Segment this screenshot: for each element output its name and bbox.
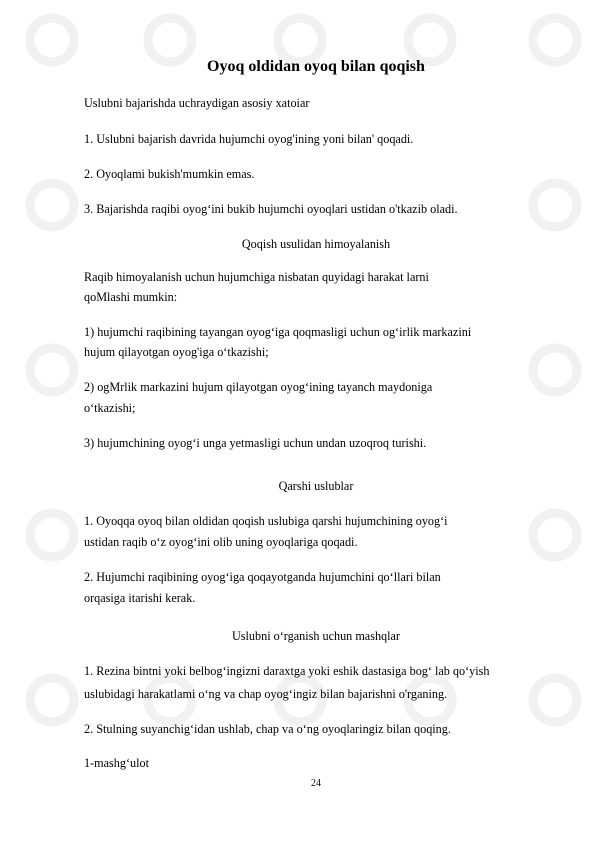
list-item: 2. Oyoqlami bukish'mumkin emas.	[84, 167, 255, 181]
list-item: 2) ogMrlik markazini hujum qilayotgan oyog‘ining tayanch maydoniga	[84, 380, 433, 394]
text-line: uslubidagi harakatlami o‘ng va chap oyog‘ingiz bilan bajarishni o'rganing.	[84, 687, 448, 701]
list-item: 1. Uslubni bajarish davrida hujumchi oyog'ining yoni bilan' qoqadi.	[84, 132, 414, 146]
list-item: 1) hujumchi raqibining tayangan oyog‘iga qoqmasligi uchun og‘irlik markazini	[84, 325, 472, 339]
list-item: 3) hujumchining oyog‘i unga yetmasligi uchun undan uzoqroq turishi.	[84, 436, 427, 450]
text-line: qoMlashi mumkin:	[84, 290, 178, 304]
list-item: 3. Bajarishda raqibi oyog‘ini bukib hujumchi oyoqlari ustidan o'tkazib oladi.	[84, 202, 458, 216]
text-line: ustidan raqib o‘z oyog‘ini olib uning oyoqlariga qoqadi.	[84, 535, 358, 549]
list-item: 1. Oyoqqa oyoq bilan oldidan qoqish uslubiga qarshi hujumchining oyog‘i	[84, 514, 448, 528]
text-line: 1-mashg‘ulot	[84, 756, 149, 770]
page-number: 24	[311, 778, 321, 789]
section-heading: Uslubni o‘rganish uchun mashqlar	[231, 629, 400, 643]
text-line: hujum qilayotgan oyog'iga o‘tkazishi;	[84, 345, 269, 359]
text-line: o‘tkazishi;	[84, 401, 136, 415]
text-line: Raqib himoyalanish uchun hujumchiga nisbatan quyidagi harakat larni	[84, 270, 429, 284]
list-item: 2. Stulning suyanchig‘idan ushlab, chap va o‘ng oyoqlaringiz bilan qoqing.	[84, 722, 451, 736]
section-heading: Qoqish usulidan himoyalanish	[241, 237, 391, 251]
list-item: 2. Hujumchi raqibining oyog‘iga qoqayotganda hujumchini qo‘llari bilan	[84, 570, 441, 584]
page-title: Oyoq oldidan oyoq bilan qoqish	[207, 58, 425, 75]
list-item: 1. Rezina bintni yoki belbog‘ingizni daraxtga yoki eshik dastasiga bog‘ lab qo‘yish	[84, 664, 490, 678]
section-heading: Qarshi uslublar	[278, 479, 354, 493]
text-line: Uslubni bajarishda uchraydigan asosiy xatoiar	[84, 96, 310, 110]
text-line: orqasiga itarishi kerak.	[84, 591, 196, 605]
